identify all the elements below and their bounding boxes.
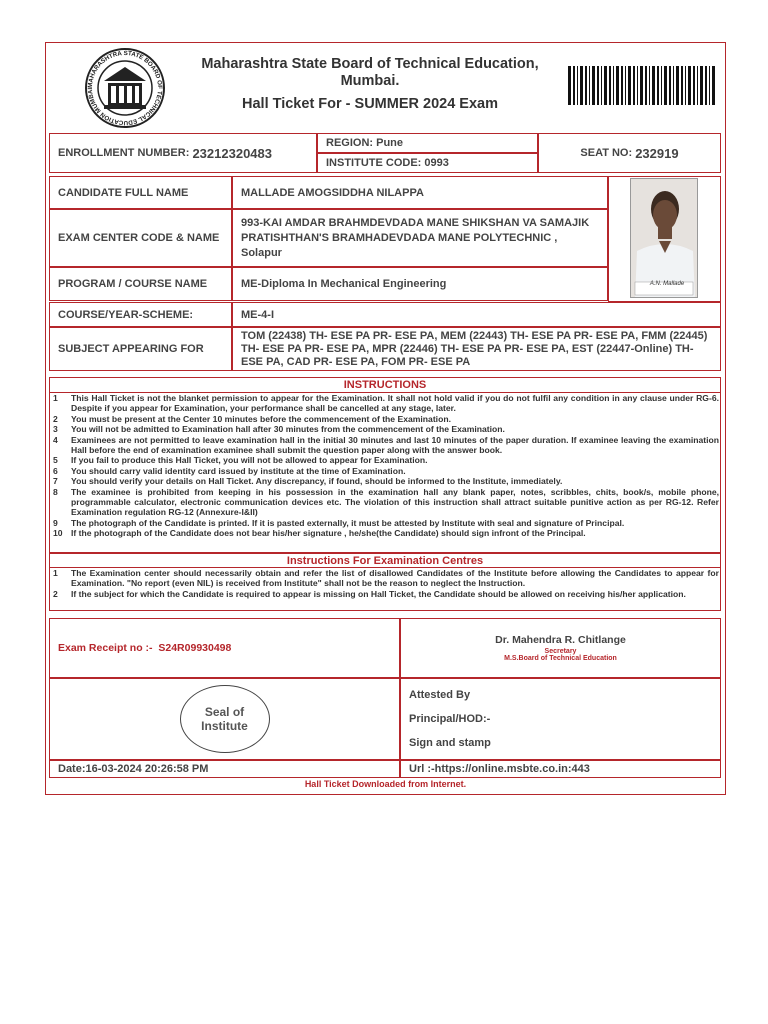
instruction-number: 4: [53, 434, 58, 445]
program-name: ME-Diploma In Mechanical Engineering: [232, 267, 608, 301]
instruction-text: The Examination center should necessarily obtain and refer the list of disallowed Candidates of the Institute before allowing the Candidates to appear for Examination. "No report (even NIL) is received from Institute" shall not be the reason to neglect the Instruction.: [71, 568, 719, 589]
enrollment-label: ENROLLMENT NUMBER:: [58, 147, 190, 159]
instruction-item: [53, 414, 719, 424]
centre-instructions-list: [53, 568, 719, 599]
photo-signature: A.N. Mallade: [649, 281, 685, 287]
sign-and-stamp: Sign and stamp: [409, 737, 491, 749]
enrollment-cell: [49, 133, 317, 173]
secretary-cell: [400, 618, 721, 678]
instruction-number: 9: [53, 517, 58, 528]
institute-code: INSTITUTE CODE: 0993: [317, 153, 538, 173]
attestation-cell: [400, 678, 721, 760]
instruction-number: 3: [53, 424, 58, 435]
instruction-text: If you fail to produce this Hall Ticket, you will not be allowed to appear for Examination.: [71, 455, 428, 466]
detail-label-name: CANDIDATE FULL NAME: [49, 176, 232, 209]
enrollment-value: 23212320483: [192, 145, 272, 161]
issue-date: Date:16-03-2024 20:26:58 PM: [49, 760, 400, 778]
instruction-text: You will not be admitted to Examination hall after 30 minutes from the commencement of the Examination.: [71, 424, 505, 435]
instruction-number: 1: [53, 568, 58, 578]
instruction-number: 6: [53, 465, 58, 476]
instruction-item: [53, 487, 719, 518]
instruction-item: [53, 518, 719, 528]
instruction-text: Examinees are not permitted to leave examination hall in the initial 30 minutes and last 10 minutes of the paper duration. If examinee leaving the examination Hall before the end of examination examinee shall submit the question paper along with the answer book.: [71, 434, 719, 456]
download-note: Hall Ticket Downloaded from Internet.: [304, 779, 467, 789]
course-scheme: ME-4-I: [232, 302, 721, 327]
exam-center: 993-KAI AMDAR BRAHMDEVDADA MANE SHIKSHAN VA SAMAJIK PRATISHTHAN'S BRAMHADEVDADA MANE POLYTECHNIC , Solapur: [232, 209, 608, 267]
instruction-number: 2: [53, 588, 58, 599]
receipt-label: Exam Receipt no :-: [58, 642, 153, 654]
instructions-list: [53, 393, 719, 539]
instruction-number: 7: [53, 476, 58, 487]
seat-label: SEAT NO:: [580, 147, 633, 159]
instruction-item: [53, 589, 719, 599]
detail-label-center: EXAM CENTER CODE & NAME: [49, 209, 232, 267]
instruction-number: 5: [53, 455, 58, 466]
svg-text:MAHARASHTRA STATE BOARD OF TEC: MAHARASHTRA STATE BOARD OF TECHNICAL EDUCATION MUMBAI: [86, 49, 164, 127]
principal-hod: Principal/HOD:-: [409, 713, 491, 725]
instruction-item: [53, 466, 719, 476]
instruction-text: The examinee is prohibited from keeping in his possession in the examination hall any blank paper, notes, scribbles, chits, book/s, mobile phone, programmable calculator, electronic communication devices etc. The violation of this instruction shall attract suitable punitive action as per RG-12. Refer Examination regulation RG-12 (Annexure-I&II): [71, 486, 719, 518]
instruction-item: [53, 455, 719, 465]
instruction-item: [53, 424, 719, 434]
centre-instructions-heading: Instructions For Examination Centres: [286, 555, 484, 567]
barcode: [568, 66, 718, 105]
instruction-text: The photograph of the Candidate is printed. If it is pasted externally, it must be attested by Institute with seal and signature of Principal.: [71, 517, 625, 528]
instruction-text: If the subject for which the Candidate is required to appear is missing on Hall Ticket, the Candidate should be allowed on receiving his/her application.: [71, 588, 686, 599]
receipt-cell: [49, 618, 400, 678]
receipt-value: S24R09930498: [158, 642, 232, 654]
instruction-text: You should verify your details on Hall Ticket. Any discrepancy, if found, should be informed to the Institute, immediately.: [71, 476, 563, 487]
instruction-item: [53, 568, 719, 589]
candidate-name: MALLADE AMOGSIDDHA NILAPPA: [232, 176, 608, 209]
instruction-item: [53, 435, 719, 456]
secretary-org: M.S.Board of Technical Education: [504, 655, 617, 662]
instruction-number: 1: [53, 393, 58, 403]
secretary-title: Secretary: [544, 648, 577, 655]
seat-value: 232919: [635, 145, 679, 161]
subjects: TOM (22438) TH- ESE PA PR- ESE PA, MEM (22443) TH- ESE PA PR- ESE PA, FMM (22445) TH- ESE PA PR- ESE PA, MPR (22446) TH- ESE PA PR- ESE PA, EST (22447-Online) TH- ESE PA, CAD PR- ESE PA, FOM PR- ESE PA: [232, 327, 721, 371]
region: REGION: Pune: [317, 133, 538, 153]
instruction-item: [53, 393, 719, 414]
attested-by: Attested By: [409, 689, 471, 701]
detail-label-scheme: COURSE/YEAR-SCHEME:: [49, 302, 232, 327]
instruction-item: [53, 528, 719, 538]
msbte-logo: [80, 47, 170, 129]
board-name: Maharashtra State Board of Technical Education, Mumbai.: [201, 56, 539, 89]
portal-url: Url :-https://online.msbte.co.in:443: [400, 760, 721, 778]
candidate-photo: [630, 178, 698, 298]
detail-label-program: PROGRAM / COURSE NAME: [49, 267, 232, 301]
instructions-heading: INSTRUCTIONS: [343, 379, 427, 391]
instruction-number: 2: [53, 413, 58, 424]
secretary-name: Dr. Mahendra R. Chitlange: [495, 634, 626, 646]
exam-title: Hall Ticket For - SUMMER 2024 Exam: [242, 96, 498, 112]
seal-cell: [49, 678, 400, 760]
instruction-number: 10: [53, 528, 63, 539]
seal-of-institute: Seal of Institute: [180, 685, 270, 753]
instruction-number: 8: [53, 486, 58, 497]
instruction-text: If the photograph of the Candidate does not bear his/her signature , he/she(the Candidate) should sign infront of the Principal.: [71, 528, 586, 539]
detail-label-subjects: SUBJECT APPEARING FOR: [49, 327, 232, 371]
instruction-text: This Hall Ticket is not the blanket permission to appear for the Examination. It shall not hold valid if you do not fulfil any condition in any clause under RG-6. Despite if you appear for Examination, your performance shall be cancelled at any stage, later.: [71, 393, 719, 414]
instruction-text: You should carry valid identity card issued by institute at the time of Examination.: [71, 465, 406, 476]
instruction-text: You must be present at the Center 10 minutes before the commencement of the Examination.: [71, 413, 451, 424]
seat-cell: [538, 133, 721, 173]
instruction-item: [53, 476, 719, 486]
